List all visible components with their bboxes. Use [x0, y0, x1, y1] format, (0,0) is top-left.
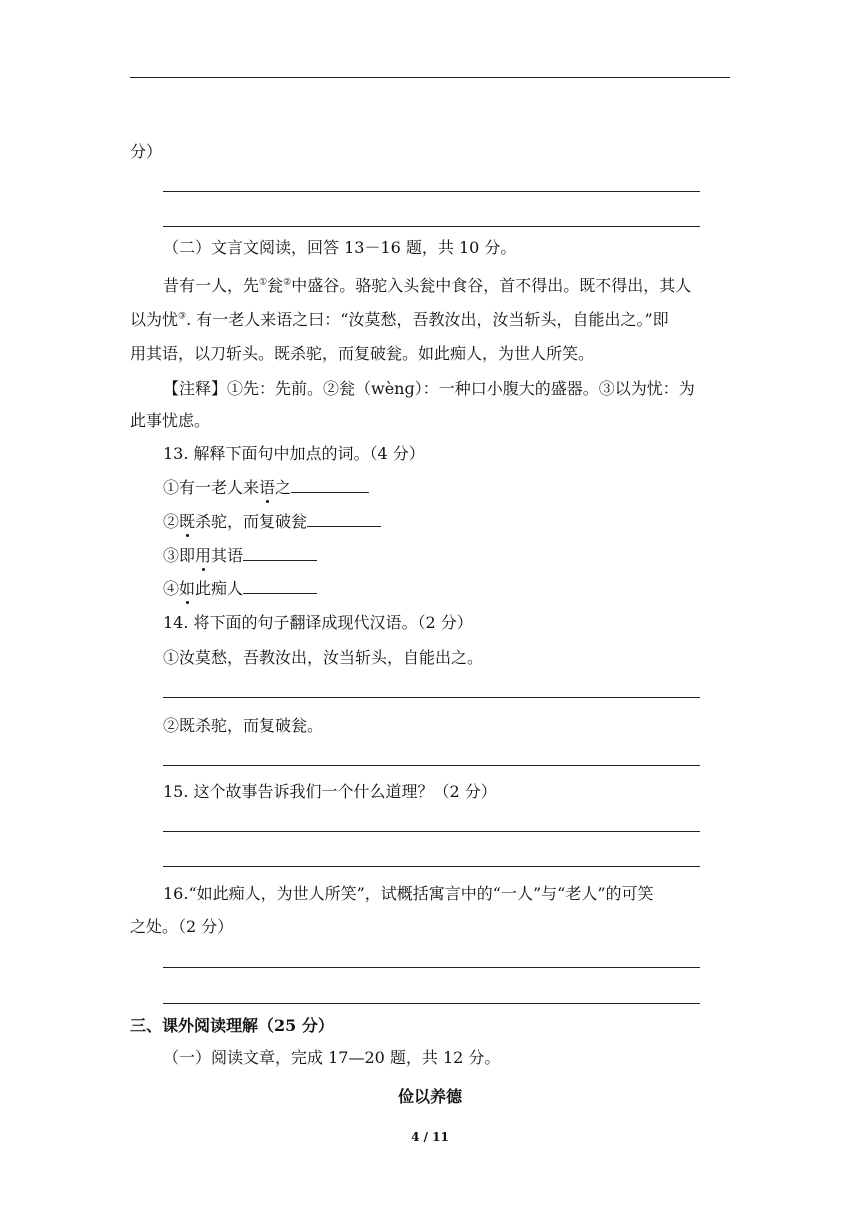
footnote-marker: ③ — [178, 311, 187, 322]
footnote-marker: ① — [259, 277, 268, 288]
item-text: ④ — [163, 579, 180, 598]
section-heading: 三、课外阅读理解（25 分） — [130, 1016, 334, 1035]
item-text: 其语 — [211, 546, 244, 565]
dotted-word: 如 — [179, 579, 196, 598]
note-line-1: 【注释】①先：先前。②瓮（wènɡ）：一种口小腹大的盛器。③以为忧：为 — [163, 379, 695, 398]
item-text: ③即 — [163, 546, 196, 565]
answer-line — [163, 697, 700, 698]
q13-item-4 — [163, 579, 317, 599]
passage-text: 昔有一人，先 — [163, 276, 260, 295]
item-text: 此痴人 — [195, 579, 244, 598]
passage-text: 瓮 — [267, 276, 284, 295]
section-heading: （二）文言文阅读，回答 13－16 题，共 10 分。 — [163, 238, 517, 257]
passage-text: 以为忧 — [130, 310, 179, 329]
dotted-word: 既 — [179, 512, 196, 531]
article-title: 俭以养德 — [397, 1087, 462, 1106]
item-text: ①有一老人来 — [163, 478, 260, 497]
footnote-marker: ② — [283, 277, 292, 288]
item-text: 杀驼，而复破瓮 — [195, 512, 308, 531]
question-16-line-1: 16.“如此痴人，为世人所笑”，试概括寓言中的“一人”与“老人”的可笑 — [163, 884, 654, 903]
item-text: 之 — [275, 478, 292, 497]
passage-text: . 有一老人来语之曰：“汝莫愁，吾教汝出，汝当斩头，自能出之。”即 — [186, 310, 669, 329]
section-subheading: （一）阅读文章，完成 17—20 题，共 12 分。 — [163, 1048, 501, 1067]
page-number: 4 / 11 — [411, 1130, 449, 1144]
answer-line — [163, 831, 700, 832]
q14-sentence-2: ②既杀驼，而复破瓮。 — [163, 716, 324, 735]
passage-text: 中盛谷。骆驼入头瓮中食谷，首不得出。既不得出，其人 — [291, 276, 692, 295]
answer-line — [163, 1003, 700, 1004]
question-14: 14. 将下面的句子翻译成现代汉语。（2 分） — [163, 613, 473, 632]
answer-line — [163, 226, 700, 227]
answer-line — [163, 765, 700, 766]
note-line-2: 此事忧虑。 — [130, 411, 211, 430]
answer-line — [163, 866, 700, 867]
answer-line — [163, 191, 700, 192]
header-rule — [130, 77, 730, 78]
passage-line-3: 用其语，以刀斩头。既杀驼，而复破瓮。如此痴人，为世人所笑。 — [130, 344, 595, 363]
question-15: 15. 这个故事告诉我们一个什么道理？（2 分） — [163, 782, 497, 801]
question-13: 13. 解释下面句中加点的词。（4 分） — [163, 444, 425, 463]
question-16-line-2: 之处。（2 分） — [130, 917, 234, 936]
dotted-word: 语 — [259, 478, 276, 497]
passage-line-1 — [163, 276, 691, 296]
fill-blank[interactable] — [243, 592, 317, 594]
passage-line-2 — [130, 310, 669, 330]
fill-blank[interactable] — [307, 525, 381, 527]
item-text: ② — [163, 512, 180, 531]
dotted-word: 用 — [195, 546, 212, 565]
q13-item-3 — [163, 546, 317, 566]
q13-item-2 — [163, 512, 381, 532]
q14-sentence-1: ①汝莫愁，吾教汝出，汝当斩头，自能出之。 — [163, 648, 484, 667]
answer-line — [163, 967, 700, 968]
fill-blank[interactable] — [243, 559, 317, 561]
fill-blank[interactable] — [291, 491, 369, 493]
q13-item-1 — [163, 478, 369, 498]
continuation-text: 分） — [130, 142, 163, 161]
